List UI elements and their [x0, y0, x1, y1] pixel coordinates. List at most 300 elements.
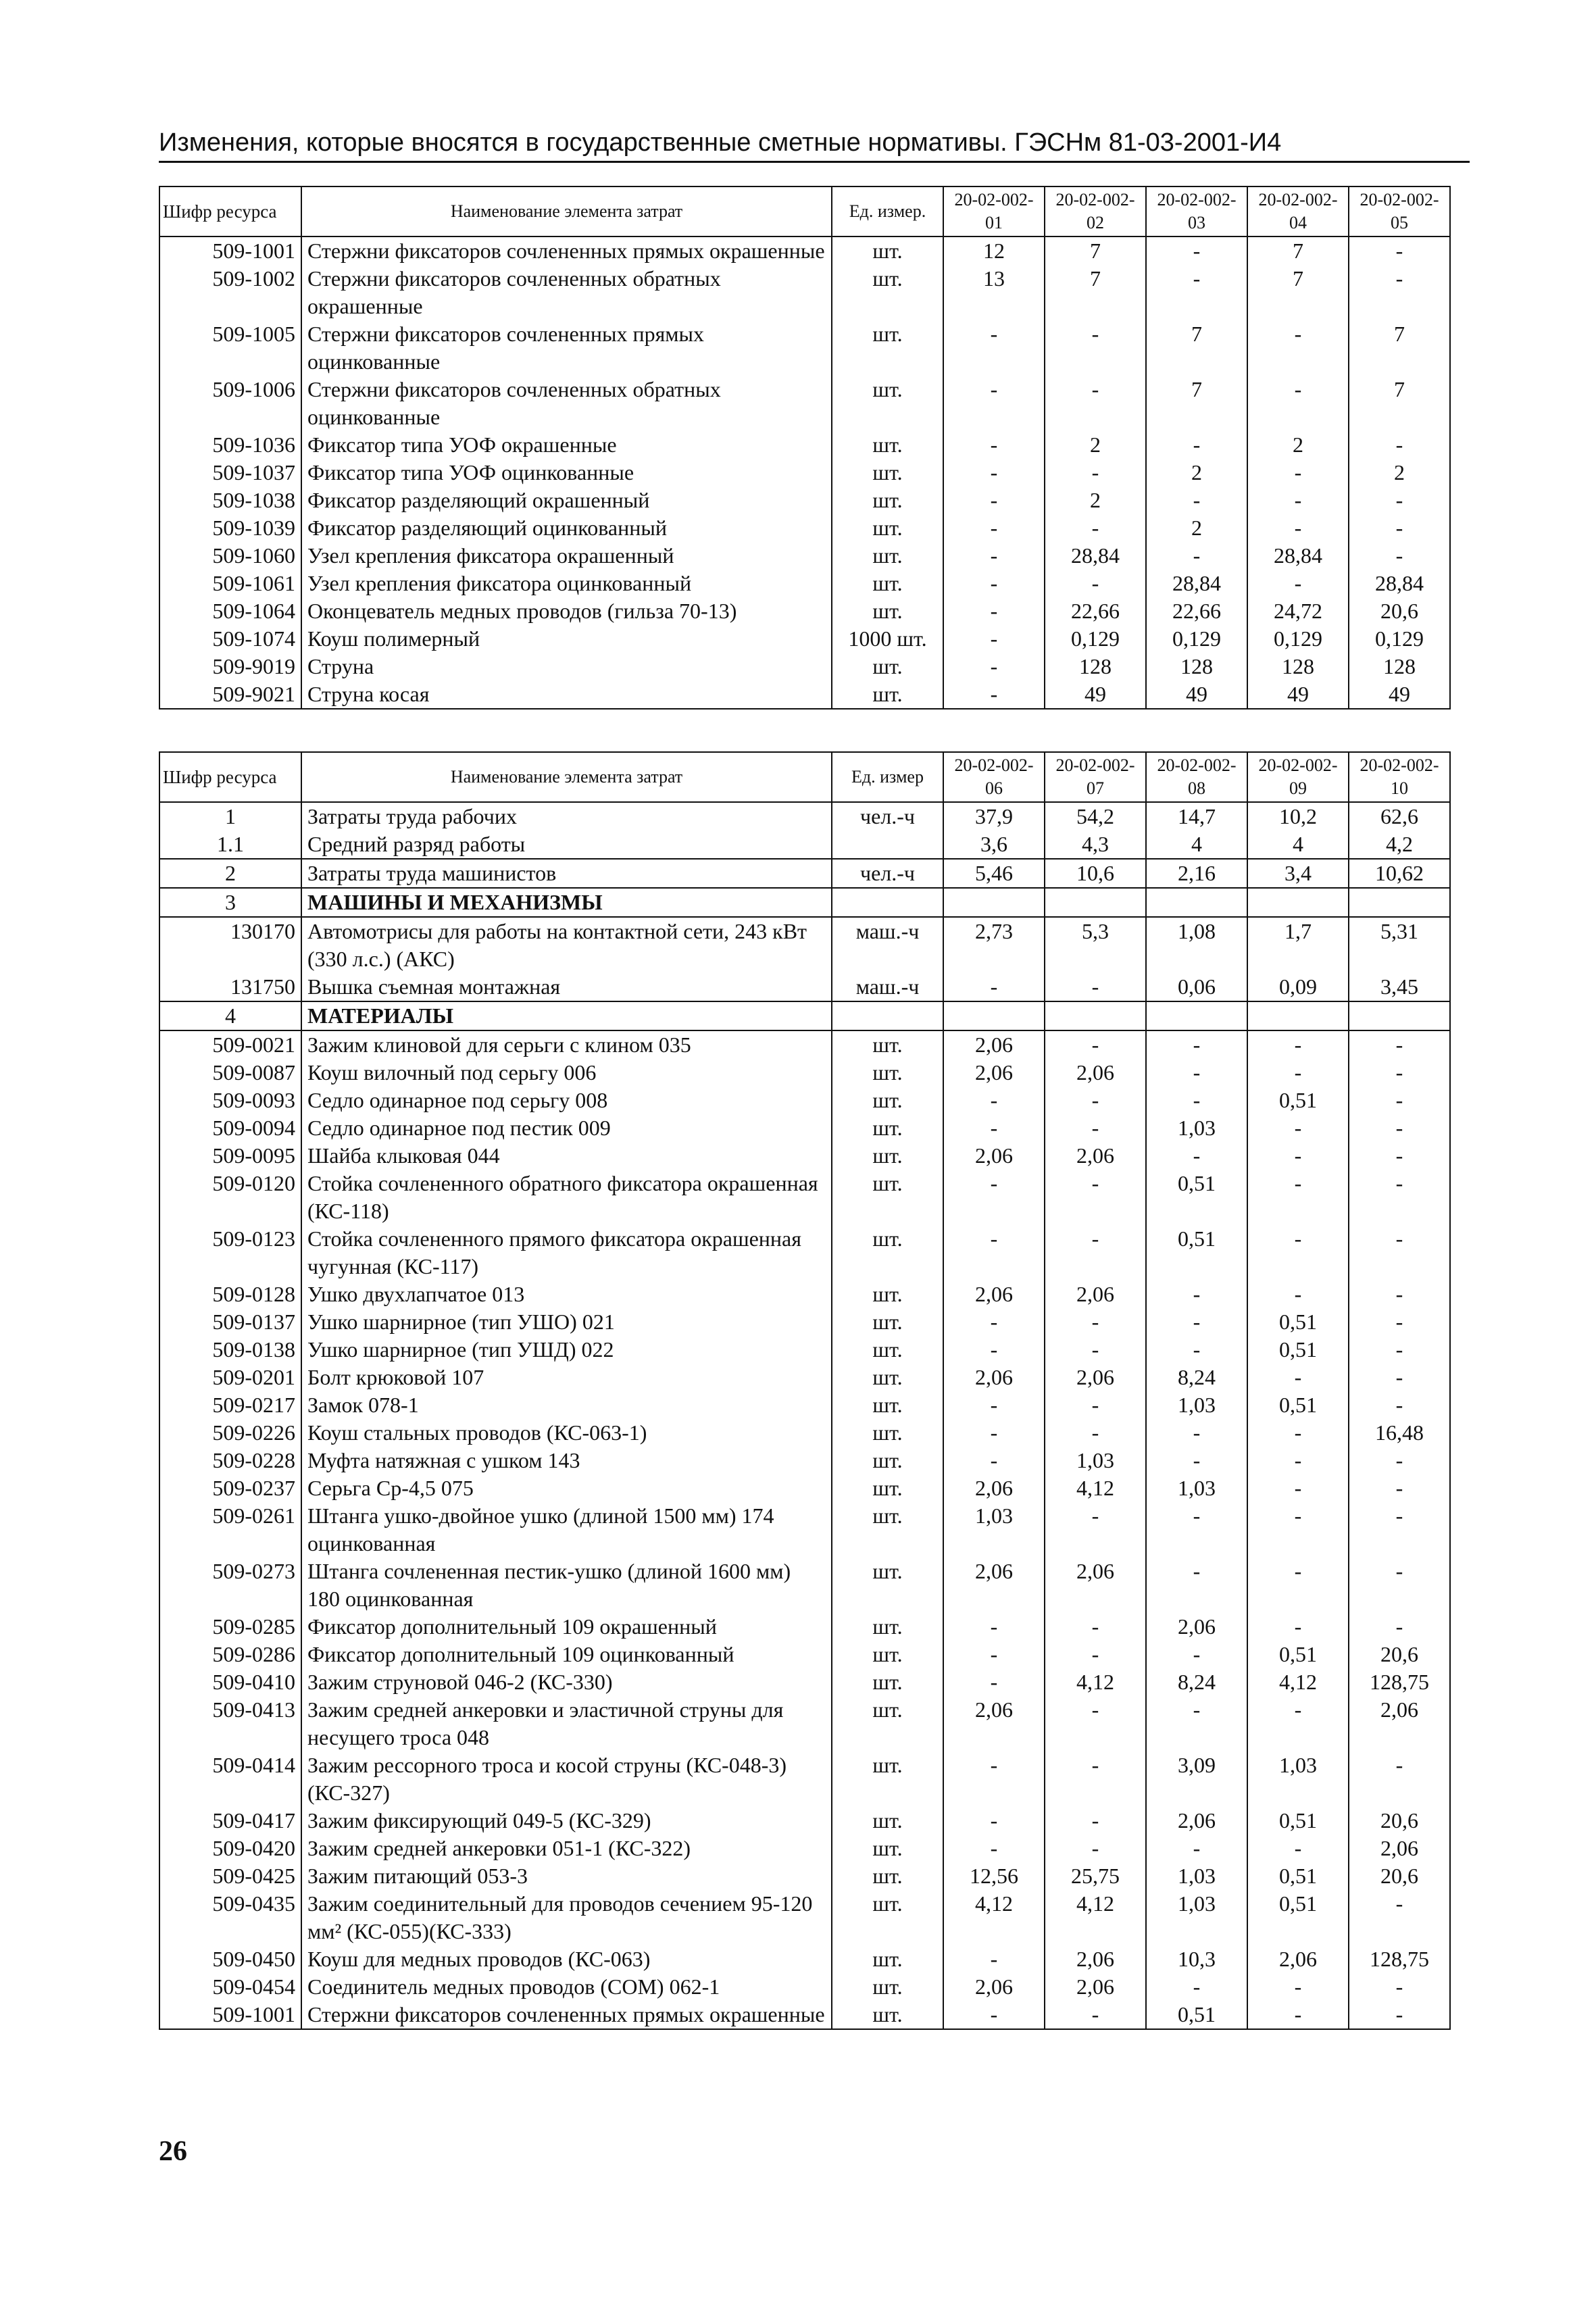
- value-cell: -: [1349, 1030, 1450, 1059]
- resource-code: 509-0201: [159, 1364, 301, 1391]
- unit-cell: шт.: [832, 1668, 943, 1696]
- table-row: [159, 237, 1450, 265]
- value-cell: 49: [1247, 680, 1349, 709]
- unit-cell: шт.: [832, 265, 943, 320]
- value-cell: 20,6: [1349, 1807, 1450, 1835]
- element-name: Фиксатор типа УОФ оцинкованные: [301, 459, 832, 487]
- value-cell: 7: [1146, 376, 1247, 431]
- unit-cell: шт.: [832, 1170, 943, 1225]
- table-row: [159, 1945, 1450, 1973]
- element-name: Зажим струновой 046-2 (КС-330): [301, 1668, 832, 1696]
- value-cell: 2,06: [1146, 1807, 1247, 1835]
- value-cell: 0,51: [1247, 1336, 1349, 1364]
- table-row: [159, 917, 1450, 973]
- value-cell: -: [1247, 1973, 1349, 2001]
- unit-cell: шт.: [832, 597, 943, 625]
- element-name: Штанга ушко-двойное ушко (длиной 1500 мм) 174 оцинкованная: [301, 1502, 832, 1558]
- value-cell: 7: [1247, 265, 1349, 320]
- value-cell: -: [1146, 265, 1247, 320]
- element-name: МАШИНЫ И МЕХАНИЗМЫ: [301, 888, 832, 917]
- value-cell: 5,46: [943, 859, 1045, 888]
- value-cell: 2,06: [1247, 1945, 1349, 1973]
- unit-cell: шт.: [832, 1945, 943, 1973]
- value-cell: -: [1349, 1973, 1450, 2001]
- value-cell: -: [943, 625, 1045, 653]
- unit-cell: шт.: [832, 680, 943, 709]
- element-name: Автомотрисы для работы на контактной сети, 243 кВт (330 л.с.) (АКС): [301, 917, 832, 973]
- value-cell: -: [1247, 376, 1349, 431]
- table-body: [159, 802, 1450, 2029]
- unit-cell: шт.: [832, 1502, 943, 1558]
- value-cell: -: [1045, 1751, 1146, 1807]
- value-cell: 2,06: [943, 1142, 1045, 1170]
- resource-code: 509-1060: [159, 542, 301, 570]
- value-cell: -: [1247, 514, 1349, 542]
- unit-cell: шт.: [832, 459, 943, 487]
- value-cell: -: [943, 570, 1045, 597]
- value-cell: 4: [1146, 830, 1247, 859]
- element-name: Затраты труда машинистов: [301, 859, 832, 888]
- value-cell: -: [1349, 1447, 1450, 1474]
- element-name: Зажим фиксирующий 049-5 (КС-329): [301, 1807, 832, 1835]
- value-cell: 13: [943, 265, 1045, 320]
- unit-cell: [832, 888, 943, 917]
- element-name: Фиксатор разделяющий оцинкованный: [301, 514, 832, 542]
- column-header-norm-code: 20-02-002-06: [943, 752, 1045, 802]
- element-name: Серьга Ср-4,5 075: [301, 1474, 832, 1502]
- value-cell: 24,72: [1247, 597, 1349, 625]
- element-name: Коуш стальных проводов (КС-063-1): [301, 1419, 832, 1447]
- value-cell: -: [1146, 1087, 1247, 1114]
- unit-cell: шт.: [832, 1087, 943, 1114]
- element-name: Ушко шарнирное (тип УШО) 021: [301, 1308, 832, 1336]
- value-cell: 12: [943, 237, 1045, 265]
- unit-cell: чел.-ч: [832, 859, 943, 888]
- resource-code: 509-0087: [159, 1059, 301, 1087]
- value-cell: 10,2: [1247, 802, 1349, 830]
- element-name: Зажим клиновой для серьги с клином 035: [301, 1030, 832, 1059]
- resource-code: 509-0095: [159, 1142, 301, 1170]
- value-cell: -: [1349, 2001, 1450, 2029]
- value-cell: [1045, 1001, 1146, 1030]
- value-cell: [943, 1001, 1045, 1030]
- value-cell: -: [1247, 1558, 1349, 1613]
- value-cell: 0,51: [1146, 1225, 1247, 1280]
- value-cell: 8,24: [1146, 1668, 1247, 1696]
- value-cell: 2,06: [1349, 1835, 1450, 1862]
- value-cell: -: [1247, 1419, 1349, 1447]
- resource-code: 509-1061: [159, 570, 301, 597]
- resource-code: 509-0450: [159, 1945, 301, 1973]
- value-cell: -: [943, 1336, 1045, 1364]
- element-name: Ушко двухлапчатое 013: [301, 1280, 832, 1308]
- unit-cell: чел.-ч: [832, 802, 943, 830]
- value-cell: 4,12: [1045, 1890, 1146, 1945]
- value-cell: -: [1146, 237, 1247, 265]
- value-cell: -: [1146, 1447, 1247, 1474]
- resource-code: 509-0123: [159, 1225, 301, 1280]
- value-cell: [1247, 1001, 1349, 1030]
- value-cell: -: [1146, 1280, 1247, 1308]
- value-cell: -: [943, 1447, 1045, 1474]
- value-cell: 7: [1146, 320, 1247, 376]
- table-row: [159, 1336, 1450, 1364]
- value-cell: -: [1349, 542, 1450, 570]
- element-name: Шайба клыковая 044: [301, 1142, 832, 1170]
- table-row: [159, 1280, 1450, 1308]
- value-cell: 7: [1349, 376, 1450, 431]
- value-cell: -: [1349, 1336, 1450, 1364]
- unit-cell: шт.: [832, 570, 943, 597]
- value-cell: 0,51: [1247, 1391, 1349, 1419]
- value-cell: 0,51: [1146, 2001, 1247, 2029]
- resource-code: 509-1036: [159, 431, 301, 459]
- element-name: Соединитель медных проводов (СОМ) 062-1: [301, 1973, 832, 2001]
- value-cell: 28,84: [1349, 570, 1450, 597]
- value-cell: -: [1247, 2001, 1349, 2029]
- table-row: [159, 1696, 1450, 1751]
- value-cell: 20,6: [1349, 597, 1450, 625]
- element-name: Стержни фиксаторов сочлененных прямых окрашенные: [301, 2001, 832, 2029]
- value-cell: -: [1146, 1696, 1247, 1751]
- table-row: [159, 2001, 1450, 2029]
- header-rule: [159, 161, 1470, 163]
- value-cell: -: [1349, 1391, 1450, 1419]
- value-cell: -: [1247, 1142, 1349, 1170]
- value-cell: -: [943, 973, 1045, 1001]
- table-header-row: [159, 752, 1450, 802]
- unit-cell: шт.: [832, 1890, 943, 1945]
- value-cell: -: [1045, 376, 1146, 431]
- unit-cell: маш.-ч: [832, 917, 943, 973]
- value-cell: 2,06: [943, 1696, 1045, 1751]
- value-cell: -: [1045, 1225, 1146, 1280]
- value-cell: -: [1045, 1308, 1146, 1336]
- table-row: [159, 1641, 1450, 1668]
- value-cell: 0,51: [1247, 1087, 1349, 1114]
- value-cell: -: [1349, 1613, 1450, 1641]
- resource-code: 1.1: [159, 830, 301, 859]
- value-cell: 3,45: [1349, 973, 1450, 1001]
- value-cell: 2,06: [1146, 1613, 1247, 1641]
- value-cell: -: [1146, 431, 1247, 459]
- value-cell: -: [1146, 1308, 1247, 1336]
- value-cell: -: [1349, 265, 1450, 320]
- unit-cell: шт.: [832, 653, 943, 680]
- element-name: Затраты труда рабочих: [301, 802, 832, 830]
- element-name: Фиксатор дополнительный 109 окрашенный: [301, 1613, 832, 1641]
- unit-cell: шт.: [832, 1558, 943, 1613]
- resource-code: 131750: [159, 973, 301, 1001]
- value-cell: 7: [1045, 237, 1146, 265]
- element-name: Замок 078-1: [301, 1391, 832, 1419]
- value-cell: -: [1045, 1502, 1146, 1558]
- value-cell: -: [1349, 1364, 1450, 1391]
- value-cell: 0,51: [1247, 1862, 1349, 1890]
- value-cell: [1247, 888, 1349, 917]
- column-header-code: Шифр ресурса: [159, 752, 301, 802]
- value-cell: 2: [1247, 431, 1349, 459]
- table-row: [159, 1364, 1450, 1391]
- element-name: Узел крепления фиксатора окрашенный: [301, 542, 832, 570]
- value-cell: -: [1247, 1225, 1349, 1280]
- table-row: [159, 1668, 1450, 1696]
- value-cell: 0,51: [1247, 1641, 1349, 1668]
- element-name: Зажим питающий 053-3: [301, 1862, 832, 1890]
- value-cell: 54,2: [1045, 802, 1146, 830]
- value-cell: 2: [1349, 459, 1450, 487]
- value-cell: 20,6: [1349, 1862, 1450, 1890]
- unit-cell: 1000 шт.: [832, 625, 943, 653]
- value-cell: -: [1247, 320, 1349, 376]
- table-row: [159, 1447, 1450, 1474]
- column-header-norm-code: 20-02-002-04: [1247, 186, 1349, 237]
- column-header-norm-code: 20-02-002-05: [1349, 186, 1450, 237]
- element-name: Фиксатор типа УОФ окрашенные: [301, 431, 832, 459]
- value-cell: [1045, 888, 1146, 917]
- resource-code: 509-0273: [159, 1558, 301, 1613]
- resource-code: 1: [159, 802, 301, 830]
- table-row: [159, 265, 1450, 320]
- value-cell: [1349, 1001, 1450, 1030]
- element-name: Стержни фиксаторов сочлененных прямых окрашенные: [301, 237, 832, 265]
- resource-code: 509-0217: [159, 1391, 301, 1419]
- value-cell: -: [943, 653, 1045, 680]
- value-cell: 49: [1146, 680, 1247, 709]
- value-cell: 2,06: [943, 1059, 1045, 1087]
- value-cell: -: [1247, 487, 1349, 514]
- value-cell: -: [943, 1225, 1045, 1280]
- table-row: [159, 888, 1450, 917]
- table-row: [159, 1751, 1450, 1807]
- value-cell: 128,75: [1349, 1668, 1450, 1696]
- unit-cell: шт.: [832, 1364, 943, 1391]
- value-cell: 1,03: [1146, 1114, 1247, 1142]
- unit-cell: шт.: [832, 1391, 943, 1419]
- resource-code: 509-0021: [159, 1030, 301, 1059]
- element-name: Узел крепления фиксатора оцинкованный: [301, 570, 832, 597]
- resource-code: 509-1002: [159, 265, 301, 320]
- value-cell: 4: [1247, 830, 1349, 859]
- table-row: [159, 1391, 1450, 1419]
- element-name: Зажим средней анкеровки 051-1 (КС-322): [301, 1835, 832, 1862]
- value-cell: -: [1146, 1030, 1247, 1059]
- value-cell: 0,129: [1045, 625, 1146, 653]
- page-header: Изменения, которые вносятся в государственные сметные нормативы. ГЭСНм 81-03-2001-И4: [159, 128, 1282, 157]
- table-row: [159, 1474, 1450, 1502]
- value-cell: 0,129: [1247, 625, 1349, 653]
- element-name: Стойка сочлененного обратного фиксатора окрашенная (КС-118): [301, 1170, 832, 1225]
- value-cell: 1,03: [1045, 1447, 1146, 1474]
- value-cell: 2: [1045, 431, 1146, 459]
- value-cell: -: [1247, 570, 1349, 597]
- value-cell: -: [943, 542, 1045, 570]
- table-row: [159, 570, 1450, 597]
- table-row: [159, 1807, 1450, 1835]
- table-row: [159, 1001, 1450, 1030]
- value-cell: [943, 888, 1045, 917]
- page-number: 26: [159, 2136, 187, 2167]
- column-header-norm-code: 20-02-002-09: [1247, 752, 1349, 802]
- value-cell: -: [1349, 1890, 1450, 1945]
- value-cell: -: [1045, 1114, 1146, 1142]
- value-cell: 2,06: [1045, 1558, 1146, 1613]
- unit-cell: шт.: [832, 1862, 943, 1890]
- resource-code: 509-9019: [159, 653, 301, 680]
- value-cell: 1,03: [1146, 1474, 1247, 1502]
- table-row: [159, 830, 1450, 859]
- value-cell: -: [1045, 2001, 1146, 2029]
- value-cell: 2,06: [1045, 1364, 1146, 1391]
- value-cell: 2,06: [943, 1558, 1045, 1613]
- value-cell: 2,73: [943, 917, 1045, 973]
- value-cell: 3,09: [1146, 1751, 1247, 1807]
- table-row: [159, 1973, 1450, 2001]
- value-cell: -: [943, 320, 1045, 376]
- value-cell: -: [1146, 1142, 1247, 1170]
- value-cell: 0,129: [1146, 625, 1247, 653]
- value-cell: 2,16: [1146, 859, 1247, 888]
- value-cell: 16,48: [1349, 1419, 1450, 1447]
- value-cell: 4,3: [1045, 830, 1146, 859]
- value-cell: 1,7: [1247, 917, 1349, 973]
- value-cell: -: [1247, 1474, 1349, 1502]
- value-cell: 1,03: [943, 1502, 1045, 1558]
- unit-cell: маш.-ч: [832, 973, 943, 1001]
- value-cell: 128,75: [1349, 1945, 1450, 1973]
- resource-table-1: [159, 186, 1451, 710]
- table-row: [159, 1059, 1450, 1087]
- resource-code: 509-0120: [159, 1170, 301, 1225]
- value-cell: 4,12: [1247, 1668, 1349, 1696]
- value-cell: -: [1349, 1114, 1450, 1142]
- value-cell: 1,03: [1146, 1862, 1247, 1890]
- element-name: Ушко шарнирное (тип УШД) 022: [301, 1336, 832, 1364]
- value-cell: 7: [1247, 237, 1349, 265]
- element-name: Фиксатор разделяющий окрашенный: [301, 487, 832, 514]
- value-cell: 2,06: [943, 1030, 1045, 1059]
- value-cell: 28,84: [1247, 542, 1349, 570]
- element-name: Вышка съемная монтажная: [301, 973, 832, 1001]
- unit-cell: шт.: [832, 1280, 943, 1308]
- element-name: Стержни фиксаторов сочлененных обратных оцинкованные: [301, 376, 832, 431]
- value-cell: -: [943, 1835, 1045, 1862]
- table-row: [159, 487, 1450, 514]
- table-row: [159, 459, 1450, 487]
- value-cell: -: [1146, 1835, 1247, 1862]
- table-row: [159, 1502, 1450, 1558]
- resource-code: 509-0137: [159, 1308, 301, 1336]
- value-cell: 5,31: [1349, 917, 1450, 973]
- resource-code: 509-0414: [159, 1751, 301, 1807]
- value-cell: -: [1045, 459, 1146, 487]
- value-cell: -: [1045, 1170, 1146, 1225]
- value-cell: 2,06: [943, 1364, 1045, 1391]
- unit-cell: шт.: [832, 1447, 943, 1474]
- value-cell: 0,129: [1349, 625, 1450, 653]
- table-row: [159, 1835, 1450, 1862]
- value-cell: 5,3: [1045, 917, 1146, 973]
- unit-cell: шт.: [832, 320, 943, 376]
- value-cell: -: [943, 1170, 1045, 1225]
- value-cell: 7: [1045, 265, 1146, 320]
- value-cell: -: [943, 1308, 1045, 1336]
- value-cell: -: [1349, 1142, 1450, 1170]
- value-cell: 49: [1045, 680, 1146, 709]
- value-cell: -: [1349, 1474, 1450, 1502]
- value-cell: -: [943, 1668, 1045, 1696]
- value-cell: -: [943, 487, 1045, 514]
- unit-cell: шт.: [832, 542, 943, 570]
- value-cell: -: [943, 431, 1045, 459]
- column-header-norm-code: 20-02-002-10: [1349, 752, 1450, 802]
- unit-cell: шт.: [832, 1751, 943, 1807]
- element-name: Муфта натяжная с ушком 143: [301, 1447, 832, 1474]
- value-cell: 14,7: [1146, 802, 1247, 830]
- resource-code: 509-0425: [159, 1862, 301, 1890]
- table-row: [159, 1170, 1450, 1225]
- unit-cell: шт.: [832, 376, 943, 431]
- value-cell: -: [943, 1945, 1045, 1973]
- value-cell: [1146, 1001, 1247, 1030]
- value-cell: -: [1349, 1059, 1450, 1087]
- element-name: Седло одинарное под серьгу 008: [301, 1087, 832, 1114]
- value-cell: -: [1146, 1059, 1247, 1087]
- table-row: [159, 1613, 1450, 1641]
- value-cell: 2,06: [1045, 1280, 1146, 1308]
- value-cell: 128: [1045, 653, 1146, 680]
- value-cell: -: [1349, 1558, 1450, 1613]
- resource-code: 509-1001: [159, 2001, 301, 2029]
- resource-code: 509-0435: [159, 1890, 301, 1945]
- value-cell: [1146, 888, 1247, 917]
- value-cell: -: [1146, 1973, 1247, 2001]
- value-cell: 0,09: [1247, 973, 1349, 1001]
- element-name: Болт крюковой 107: [301, 1364, 832, 1391]
- value-cell: 2,06: [1045, 1945, 1146, 1973]
- value-cell: -: [1146, 1558, 1247, 1613]
- resource-code: 509-1006: [159, 376, 301, 431]
- value-cell: -: [1247, 1030, 1349, 1059]
- value-cell: 0,06: [1146, 973, 1247, 1001]
- resource-code: 509-0417: [159, 1807, 301, 1835]
- element-name: Коуш для медных проводов (КС-063): [301, 1945, 832, 1973]
- resource-code: 509-0454: [159, 1973, 301, 2001]
- value-cell: -: [1045, 1336, 1146, 1364]
- unit-cell: шт.: [832, 1835, 943, 1862]
- value-cell: -: [1349, 1170, 1450, 1225]
- unit-cell: шт.: [832, 1225, 943, 1280]
- value-cell: 128: [1247, 653, 1349, 680]
- unit-cell: шт.: [832, 1807, 943, 1835]
- value-cell: -: [1045, 320, 1146, 376]
- table-row: [159, 431, 1450, 459]
- value-cell: -: [1146, 487, 1247, 514]
- table-row: [159, 376, 1450, 431]
- value-cell: -: [1349, 1751, 1450, 1807]
- value-cell: -: [1045, 1391, 1146, 1419]
- unit-cell: шт.: [832, 1613, 943, 1641]
- value-cell: 2: [1146, 459, 1247, 487]
- table-row: [159, 1030, 1450, 1059]
- table-row: [159, 1225, 1450, 1280]
- resource-code: 509-0420: [159, 1835, 301, 1862]
- value-cell: 3,6: [943, 830, 1045, 859]
- unit-cell: [832, 1001, 943, 1030]
- resource-code: 509-0285: [159, 1613, 301, 1641]
- value-cell: 3,4: [1247, 859, 1349, 888]
- resource-code: 509-0237: [159, 1474, 301, 1502]
